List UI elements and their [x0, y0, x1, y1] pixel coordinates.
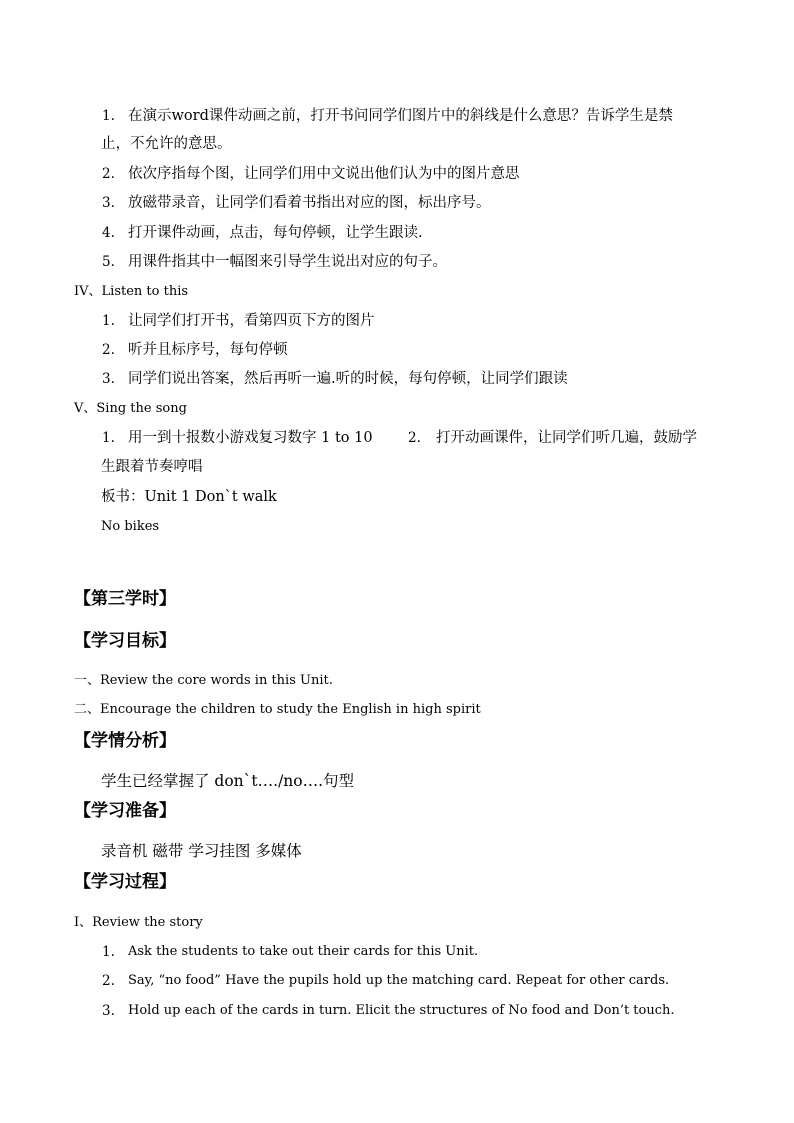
list-item-text: 听并且标序号，每句停顿: [128, 342, 288, 358]
list-number: 1.: [102, 430, 115, 446]
list-item-text: 同学们说出答案，然后再听一遍.听的时候，每句停顿，让同学们跟读: [128, 371, 568, 387]
list-number: 3.: [102, 1003, 115, 1019]
section-heading: IV、Listen to this: [74, 284, 189, 299]
list-number: 3.: [102, 195, 115, 211]
prep-heading: 【学习准备】: [74, 801, 176, 821]
list-item-text: Hold up each of the cards in turn. Elicit the structures of No food and Don’t touch.: [128, 1003, 675, 1018]
list-item-text-continued: 生跟着节奏哼唱: [101, 459, 203, 475]
list-number: 3.: [102, 371, 115, 387]
blackboard-note-line2: No bikes: [101, 519, 160, 534]
list-item-text: 打开动画课件，让同学们听几遍，鼓励学: [436, 430, 697, 446]
analysis-heading: 【学情分析】: [74, 731, 176, 751]
goals-heading: 【学习目标】: [74, 631, 176, 651]
lesson-title: 【第三学时】: [74, 589, 176, 609]
list-item-text: Say, “no food” Have the pupils hold up the matching card. Repeat for other cards.: [128, 973, 670, 988]
goal-item: 一、Review the core words in this Unit.: [74, 673, 333, 688]
list-item-text: 让同学们打开书，看第四页下方的图片: [128, 313, 375, 329]
list-number: 2.: [102, 973, 115, 989]
list-item-text: Ask the students to take out their cards for this Unit.: [128, 944, 479, 959]
list-number: 2.: [408, 430, 421, 446]
process-heading: 【学习过程】: [74, 872, 176, 892]
list-item-text-continued: 止，不允许的意思。: [101, 136, 232, 152]
list-number: 1.: [102, 944, 115, 960]
section-heading: V、Sing the song: [74, 401, 187, 416]
list-item-text: 在演示word课件动画之前，打开书问同学们图片中的斜线是什么意思？告诉学生是禁: [128, 108, 673, 124]
list-item-text: 依次序指每个图，让同学们用中文说出他们认为中的图片意思: [128, 166, 520, 182]
list-number: 2.: [102, 166, 115, 182]
list-number: 2.: [102, 342, 115, 358]
list-item-text: 用一到十报数小游戏复习数字 1 to 10: [128, 430, 373, 446]
list-number: 1.: [102, 313, 115, 329]
list-number: 4.: [102, 225, 115, 241]
list-number: 5.: [102, 254, 115, 270]
list-item-text: 打开课件动画，点击，每句停顿，让学生跟读.: [128, 225, 423, 241]
section-heading: I、Review the story: [74, 915, 203, 930]
prep-text: 录音机 磁带 学习挂图 多媒体: [101, 842, 302, 860]
list-number: 1.: [102, 108, 115, 124]
goal-item: 二、Encourage the children to study the English in high spirit: [74, 702, 481, 717]
list-item-text: 放磁带录音，让同学们看着书指出对应的图，标出序号。: [128, 195, 491, 211]
list-item-text: 用课件指其中一幅图来引导学生说出对应的句子。: [128, 254, 447, 270]
blackboard-note: 板书：Unit 1 Don`t walk: [101, 489, 277, 505]
analysis-text: 学生已经掌握了 don`t…./no….句型: [101, 772, 355, 790]
